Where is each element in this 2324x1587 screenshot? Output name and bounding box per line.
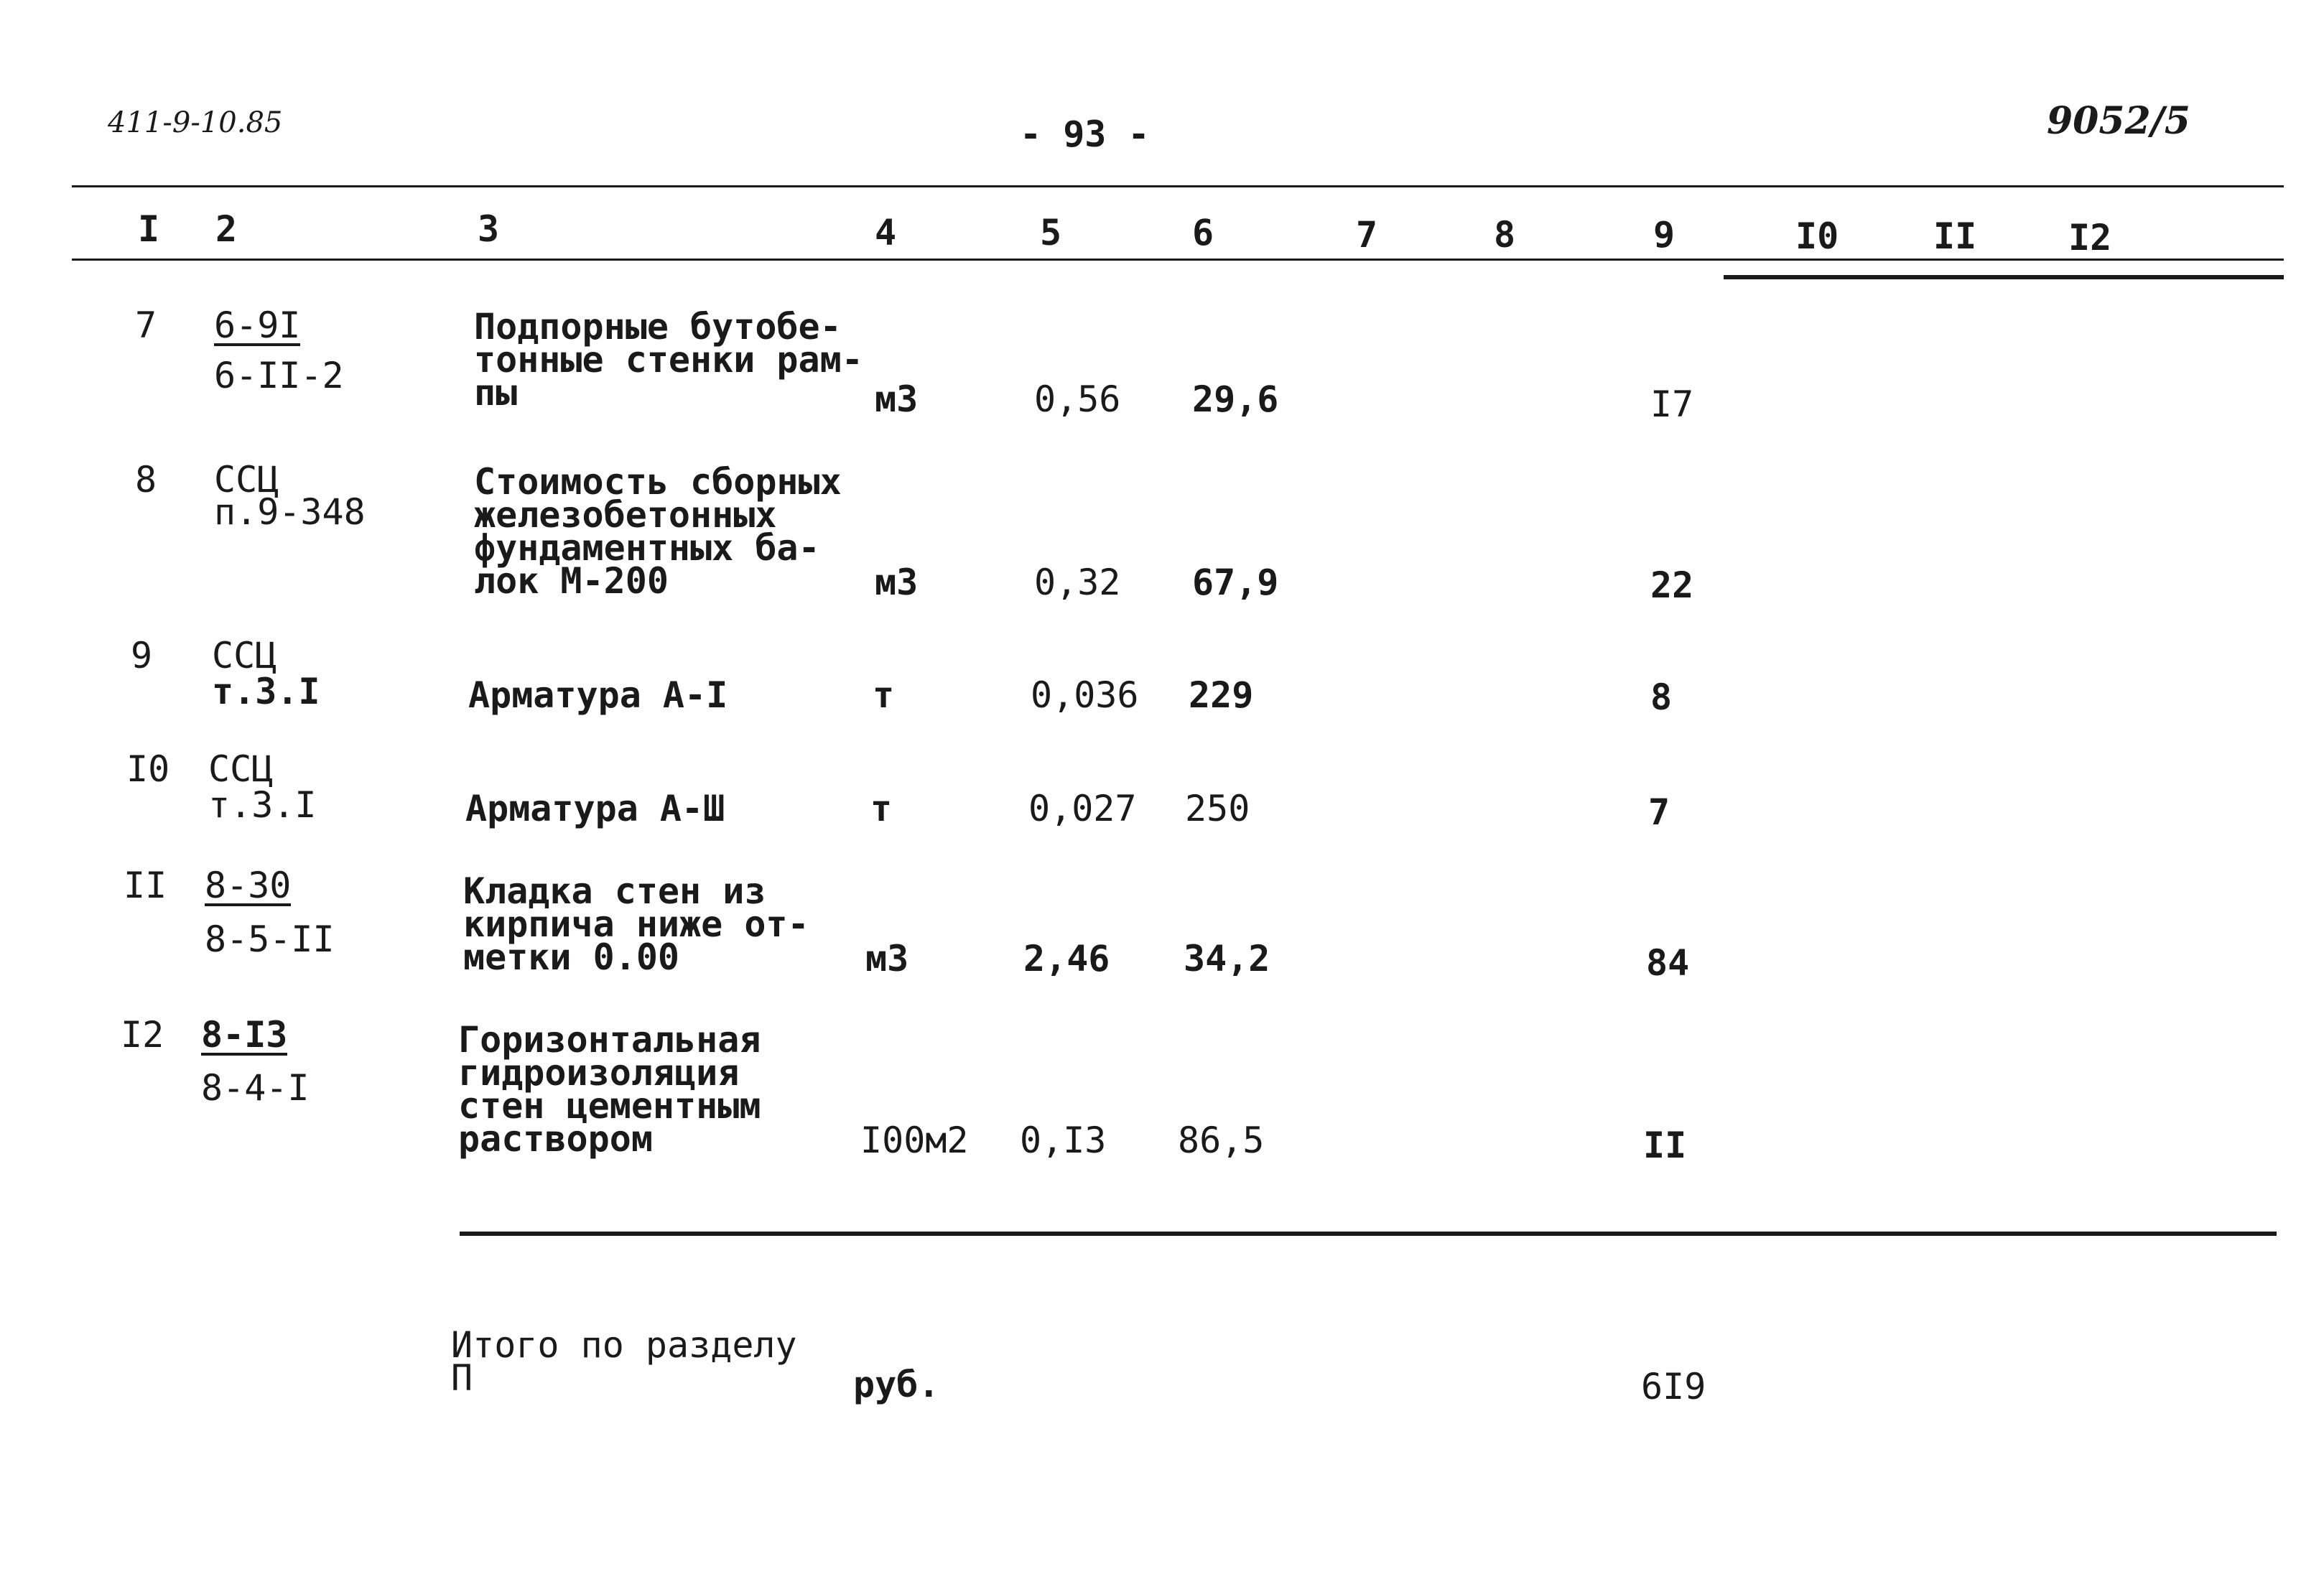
header-bottom-rule	[72, 259, 2284, 261]
norm-code-top: 8-I3	[201, 1014, 288, 1056]
work-description: Арматура А-Ш	[465, 788, 725, 829]
norm-code-bottom: т.3.I	[208, 784, 317, 826]
norm-code-bottom: т.3.I	[212, 671, 320, 712]
quantity: 0,027	[1028, 788, 1137, 829]
total-cost: I7	[1650, 383, 1694, 425]
row-number: II	[124, 865, 167, 906]
column-header-7: 7	[1356, 214, 1378, 256]
unit: т	[873, 674, 895, 716]
work-description: Кладка стен из кирпича ниже от- метки 0.00	[463, 870, 809, 978]
norm-code-top: ССЦ	[208, 748, 274, 790]
total-cost: 22	[1650, 564, 1694, 606]
norm-code-bottom: 8-4-I	[201, 1067, 310, 1109]
column-header-6: 6	[1192, 212, 1214, 253]
total-cost: II	[1643, 1125, 1687, 1166]
unit: м3	[875, 378, 919, 420]
column-header-3: 3	[478, 208, 500, 250]
unit-price: 250	[1185, 788, 1250, 829]
unit-price: 67,9	[1192, 562, 1279, 603]
work-description: Подпорные бутобе- тонные стенки рам- пы	[474, 306, 863, 414]
document-code: 411-9-10.85	[108, 106, 283, 139]
summary-total: 6I9	[1641, 1366, 1706, 1407]
quantity: 2,46	[1023, 938, 1110, 979]
column-header-11: II	[1933, 215, 1977, 257]
unit-price: 34,2	[1184, 938, 1270, 979]
total-cost: 7	[1648, 791, 1670, 833]
quantity: 0,56	[1034, 378, 1121, 420]
summary-label: Итого по разделу П	[451, 1324, 797, 1399]
unit: м3	[865, 938, 909, 979]
unit: м3	[875, 562, 919, 603]
page-number: - 93 -	[1020, 113, 1150, 155]
quantity: 0,036	[1031, 674, 1139, 716]
work-description: Стоимость сборных железобетонных фундаментных ба- лок М-200	[474, 461, 842, 602]
header-top-rule	[72, 185, 2284, 187]
row-number: I0	[126, 748, 170, 790]
row-number: I2	[121, 1014, 164, 1056]
column-header-9: 9	[1653, 214, 1675, 256]
row-number: 8	[135, 459, 157, 501]
norm-code-top: 6-9I	[214, 304, 301, 346]
archive-mark: 9052/5	[2047, 99, 2190, 143]
norm-code-bottom: 6-II-2	[214, 355, 344, 396]
norm-code-top: ССЦ	[214, 459, 279, 501]
column-header-5: 5	[1040, 212, 1062, 253]
norm-code-bottom: 8-5-II	[205, 918, 335, 960]
header-right-rule	[1724, 275, 2284, 279]
quantity: 0,I3	[1020, 1120, 1107, 1161]
column-header-2: 2	[215, 208, 238, 250]
row-number: 9	[131, 635, 153, 676]
row-number: 7	[135, 304, 157, 346]
work-description: Горизонтальная гидроизоляция стен цементным раствором	[458, 1019, 761, 1160]
summary-unit: руб.	[853, 1364, 940, 1405]
column-header-1: I	[138, 208, 160, 250]
unit: т	[870, 788, 893, 829]
column-header-12: I2	[2068, 217, 2112, 259]
column-header-10: I0	[1795, 215, 1839, 257]
unit-price: 86,5	[1178, 1120, 1265, 1161]
column-header-4: 4	[875, 212, 897, 253]
column-header-8: 8	[1494, 214, 1516, 256]
quantity: 0,32	[1034, 562, 1121, 603]
total-cost: 84	[1646, 942, 1690, 984]
total-cost: 8	[1650, 676, 1673, 718]
work-description: Арматура А-I	[468, 674, 728, 716]
norm-code-top: ССЦ	[212, 635, 277, 676]
unit-price: 229	[1189, 674, 1254, 716]
unit: I00м2	[860, 1120, 969, 1161]
total-separator-rule	[460, 1232, 2277, 1236]
norm-code-top: 8-30	[205, 865, 292, 906]
norm-code-bottom: п.9-348	[214, 491, 366, 533]
unit-price: 29,6	[1192, 378, 1279, 420]
